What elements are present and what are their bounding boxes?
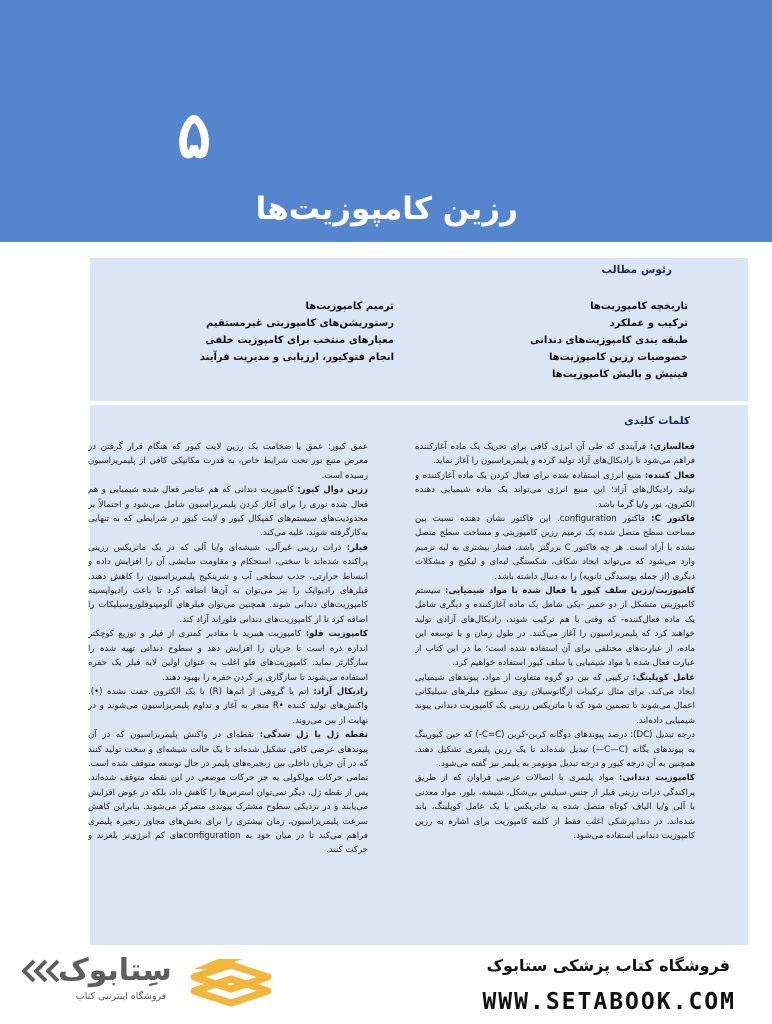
keyword-definition: فرآیندی که طی آن انرژی کافی برای تحریک یک ماده آغازکننده فراهم می‌شود تا رادیکال‌های آزاد تولید کرده و پلیمریزاسیون را آغاز نماید. [415,442,695,467]
keyword-term: رادیکال آزاد: [313,686,368,697]
keyword-entry [415,469,695,512]
outline-item: انجام فتوکیور، ارزیابی و مدیریت فرآیند [199,352,394,363]
keyword-term: کامپوزیت فلو: [305,629,368,640]
chapter-title: رزین کامپوزیت‌ها [255,191,518,227]
keyword-entry [88,440,368,483]
keyword-term: فعال کننده: [644,470,695,481]
keyword-definition: اتم یا گروهی از اتم‌ها (R) با یک الکترون جفت نشده (•). واکنش‌های تولید کننده •R منجر به آغاز و تداوم پلیمریزاسیون می‌شوند و در نهایت از بین می‌روند. [88,686,368,726]
store-logo-icon [190,955,272,1009]
keyword-entry [415,512,695,584]
keyword-entry [415,671,695,729]
keyword-definition: درجه تبدیل (DC): درصد پیوندهای دوگانه کربن-کربن (C=C-) که حین کیورینگ به پیوندهای یگانه (C—C—) تبدیل شده‌اند تا یک رزین پلیمری تشکیل دهند. همچنین به آن درجه کیور و درجه تبدیل مونومر به پلیمر نیز گفته می‌شود. [415,730,695,769]
keyword-term: رزین دوال کیور: [297,485,368,496]
keyword-term: فاکتور C: [651,514,695,525]
outline-item: طبقه بندی کامپوزیت‌های دندانی [529,335,688,346]
keywords-right-column [415,440,695,940]
keyword-definition: مواد پلیمری با اتصالات عرضی فراوان که از طریق پراکندگی ذرات رزینی فیلر از جنس سیلیس بی‌شکل، شیشه، بلور، مواد معدنی یا آلی و/یا الیاف کوتاه متصل شده به ماتریکس با یک عامل کوپلینگ، باند شده‌اند. در دندانپزشکی اغلب فقط از کلمه کامپوزیت برای اشاره به رزین کامپوزیت دندانی استفاده می‌شود. [415,773,695,841]
keyword-definition: کامپوزیت هیبرید با مقادیر کمتری از فیلر و توزیع کوچکتر اندازه ذره است تا جریان را افزایش دهد و سطوح دندانی تهیه شده را سازگارتر نماید. کامپوزیت‌های فلو اغلب به عنوان اولین لایه فیلر یک حفره استفاده می‌شوند تا سازگاری پر کردن حفره را بهبود دهند. [88,629,368,683]
keyword-definition: ذرات رزینی غیرآلی، شیشه‌ای و/یا آلی که در یک ماتریکس رزینی پراکنده شده‌اند تا سختی، استحکام و مقاومت سایشی آن را افزایش داده و انبساط حرارتی، جذب سطحی آب و شرینکیج پلیمریزاسیون را کاهش دهند. فیلرهای رادیواپک را نیز می‌توان به آن‌ها اضافه کرد تا باعث رادیواپسیته کامپوزیت‌های دندانی شوند. همچنین می‌توان فیلرهای آلومینوفلوروسیلیکات را اضافه کرد تا از کامپوزیت‌های دندانی فلوراید آزاد کند. [88,542,368,625]
keyword-entry [415,771,695,843]
keyword-entry [88,483,368,541]
keyword-term: نقطه ژل یا ژل شدگی: [259,730,368,741]
keyword-definition: منبع انرژی استفاده شده برای فعال کردن یک ماده آغازکننده و تولید رادیکال‌های آزاد؛ این منبع انرژی می‌تواند یک ماده شیمیایی دهنده الکترون، نور و/یا گرما باشد. [415,470,695,510]
keyword-definition: نقطه‌ای در واکنش پلیمریزاسیون که در آن پیوندهای عرضی کافی تشکیل شده‌اند تا یک حالت شیشه‌ای و سخت تولید کنند که در آن جریان داخلی بین زنجیره‌های پلیمر در حال توسعه متوقف شده است. تمامی حرکات مولکولی به جز حرکات موضعی در این نقطه متوقف شده‌اند. پس از نقطه ژل، دیگر نمی‌توان استرس‌ها را کاهش داد، بلکه در عوض افزایش می‌یابند و در نزدیکی سطوح مشترک پیوندی متمرکز می‌شوند. بنابراین کاهش سرعت پلیمریزاسیون، زمان بیشتری را برای بخش‌های مجاور زنجیره پلیمری فراهم می‌کند تا در میان خود به configuration‌های کم انرژی‌تر بلغزند و حرکت کنند. [88,730,368,856]
store-name: فروشگاه کتاب پزشکی ستابوک [486,956,730,975]
keyword-entry [88,728,368,858]
keyword-entry [415,440,695,469]
store-logo-wordmark: سِتابوک [58,953,172,988]
logo-arrows-icon [20,959,62,983]
keyword-definition: ترکیبی که بین دو گروه متفاوت از مواد، پیوندهای شیمیایی ایجاد می‌کند. برای مثال ترکیبات ارگانوسیلان روی سطوح فیلرهای سیلیکاتی اعمال می‌شوند تا تضمین شود که با ماتریکس رزینی یک کامپوزیت دندانی پیوند شیمیایی داده‌اند. [415,672,695,726]
outline-item: فینیش و پالیش کامپوزیت‌ها [552,369,688,380]
outline-item: خصوصیات رزین کامپوزیت‌ها [548,352,688,363]
outline-item: ترمیم کامپوزیت‌ها [305,301,394,312]
keyword-definition: کامپوزیت دندانی که هم عناصر فعال شده شیمیایی و هم فعال شده نوری را برای آغاز کردن پلیمریزاسیون شامل می‌شود و احتمالاً بر محدودیت‌های سیستم‌های کمپکال کیور و لایت کیور در شرایطی که به تنهایی به‌کارگرفته شوند، غلبه می‌کند. [88,485,368,539]
keyword-term: کامپوزیت دندانی: [618,773,695,784]
keyword-definition: فاکتور configuration. این فاکتور نشان دهنده نسبت بین مساحت سطح متصل شده یک ترمیم رزین کامپوزیتی و مساحت سطح متصل نشده یا آزاد است. هر چه فاکتور C بزرگتر باشد، فشار بیشتری به لبه ترمیم وارد می‌شود که می‌تواند ایجاد شکاف، شکستگی لبه‌ای و لیکیج و مشکلات دیگری (از جمله پوسیدگی ثانویه) را به دنبال داشته باشد. [415,514,695,582]
keyword-term: عامل کوپلینگ: [632,672,695,683]
keyword-entry [88,627,368,685]
store-logo-tagline: فروشگاه اینترنتی کتاب [75,991,167,1002]
outline-right-list [448,298,688,383]
outline-item: تاریخچه کامپوزیت‌ها [590,301,688,312]
keywords-heading: کلمات کلیدی [624,415,690,427]
keyword-definition: سیستم کامپوزیتی متشکل از دو خمیر -یکی شامل یک ماده آغازکننده و دیگری شامل یک ماده فعال‌کننده- که وقتی با هم ترکیب شوند، رادیکال‌های آزادی تولید خواهند کرد که پلیمریزاسیون را آغاز می‌کنند. در طول زمان و با توسعه این ماده، از عبارت‌های مختلفی برای آن استفاده شده است؛ ما در این کتاب از عبارت فعال شده با مواد شیمیایی یا سلف کیور استفاده خواهیم کرد. [415,586,695,669]
outline-heading: رئوس مطالب [601,264,672,276]
chapter-number: ۵ [176,98,212,173]
outline-left-list [144,298,394,366]
store-url: WWW.SETABOOK.COM [482,989,736,1015]
outline-item: معیارهای منتخب برای کامپوزیت خلفی [205,335,394,346]
keyword-entry [88,541,368,627]
keyword-term: فعالسازی: [649,442,695,452]
publisher-footer [0,945,772,1024]
keyword-entry [415,728,695,771]
keywords-left-column [88,440,368,940]
keyword-term: فیلر: [346,542,368,553]
outline-item: رستوریشن‌های کامپوزیتی غیرمستقیم [206,318,394,329]
keyword-entry [415,584,695,670]
keyword-definition: عمق کیور: عمق یا ضخامت یک رزین لایت کیور که هنگام قرار گرفتن در معرض منبع نور تحت شرایط خاص، به قدرت مکانیکی کافی از پلیمریزاسیون رسیده است. [88,442,368,481]
keyword-term: کامپوزیت/رزین سلف کیور یا فعال شده با مواد شیمیایی: [444,586,695,597]
keyword-entry [88,685,368,728]
outline-item: ترکیب و عملکرد [609,318,688,329]
